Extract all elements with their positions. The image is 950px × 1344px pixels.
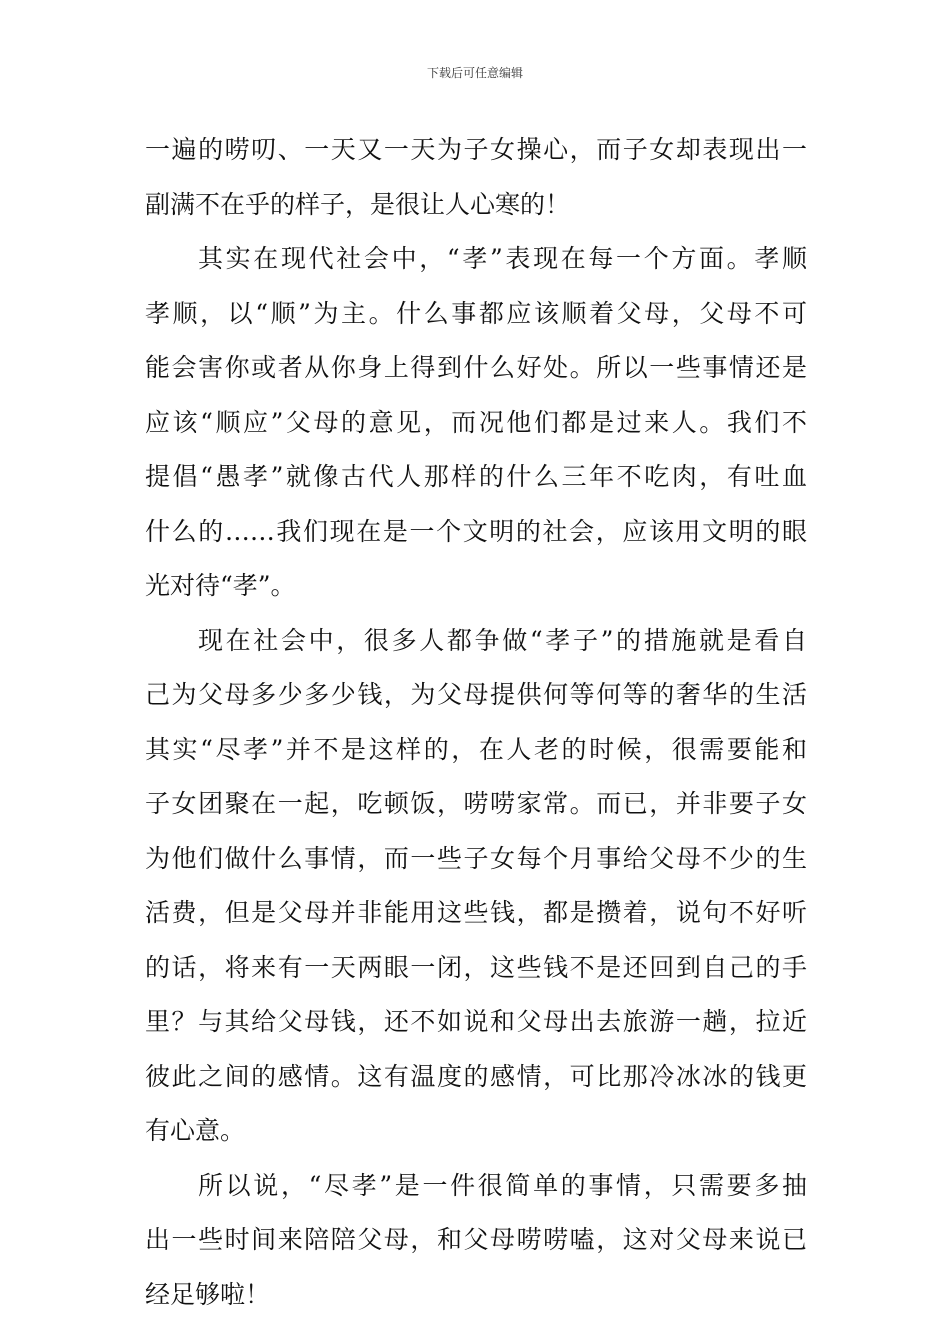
page-header: 下载后可任意编辑 xyxy=(426,66,523,80)
text-line: 的话，将来有一天两眼一闭，这些钱不是还回到自己的手 xyxy=(145,952,807,982)
paragraph-first-line: 其实在现代社会中，“孝”表现在每一个方面。孝顺 xyxy=(198,244,807,273)
document-body xyxy=(145,123,807,1322)
text-line: 彼此之间的感情。这有温度的感情，可比那冷冰冰的钱更 xyxy=(145,1061,807,1091)
text-line: 子女团聚在一起，吃顿饭，唠唠家常。而已，并非要子女 xyxy=(145,789,807,818)
text-line: 为他们做什么事情，而一些子女每个月事给父母不少的生 xyxy=(145,843,807,873)
text-line: 能会害你或者从你身上得到什么好处。所以一些事情还是 xyxy=(145,353,807,382)
text-line: 出一些时间来陪陪父母，和父母唠唠嗑，这对父母来说已 xyxy=(145,1225,807,1254)
text-line: 提倡“愚孝”就像古代人那样的什么三年不吃肉，有吐血 xyxy=(145,462,807,491)
text-line: 副满不在乎的样子，是很让人心寒的！ xyxy=(145,189,571,219)
text-line: 什么的……我们现在是一个文明的社会，应该用文明的眼 xyxy=(145,516,807,546)
text-line: 一遍的唠叨、一天又一天为子女操心，而子女却表现出一 xyxy=(145,135,807,164)
text-line: 其实“尽孝”并不是这样的，在人老的时候，很需要能和 xyxy=(145,734,807,764)
text-line: 经足够啦！ xyxy=(145,1279,271,1309)
text-line: 光对待“孝”。 xyxy=(145,571,296,600)
paragraph-first-line: 所以说，“尽孝”是一件很简单的事情，只需要多抽 xyxy=(198,1170,807,1200)
text-line: 孝顺，以“顺”为主。什么事都应该顺着父母，父母不可 xyxy=(145,298,807,328)
text-line: 应该“顺应”父母的意见，而况他们都是过来人。我们不 xyxy=(145,407,807,437)
text-line: 活费，但是父母并非能用这些钱，都是攒着，说句不好听 xyxy=(145,898,807,927)
text-line: 己为父母多少多少钱，为父母提供何等何等的奢华的生活 xyxy=(145,680,807,709)
text-line: 里？与其给父母钱，还不如说和父母出去旅游一趟，拉近 xyxy=(145,1007,807,1036)
paragraph-first-line: 现在社会中，很多人都争做“孝子”的措施就是看自 xyxy=(198,625,807,655)
text-line: 有心意。 xyxy=(145,1116,246,1145)
